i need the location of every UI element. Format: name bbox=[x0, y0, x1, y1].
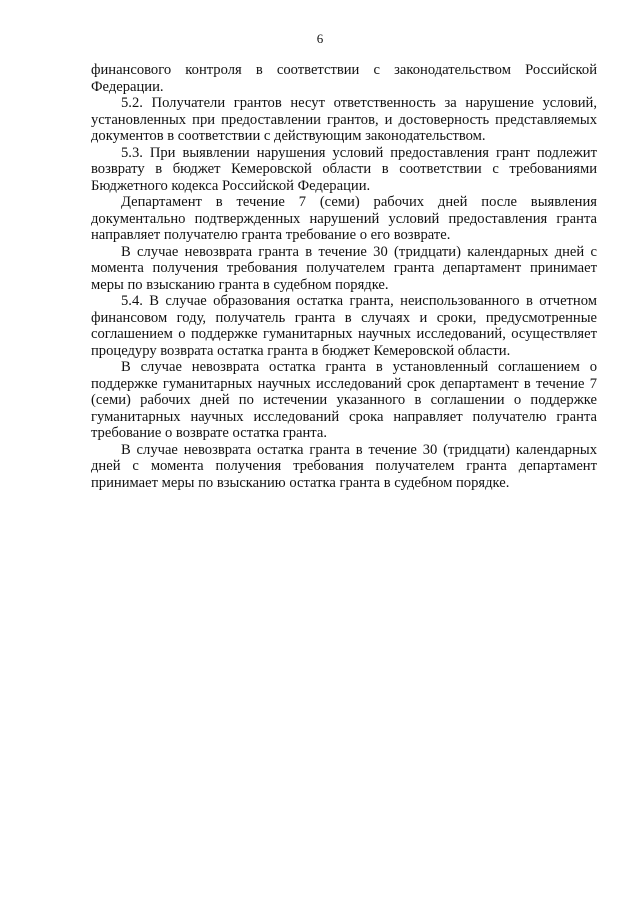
paragraph-court-recovery-grant: В случае невозврата гранта в течение 30 (тридцати) календарных дней с момента получения требования получателем гранта департамент принимает меры по взысканию гранта в судебном порядке. bbox=[91, 243, 597, 293]
paragraph-department-requirement: Департамент в течение 7 (семи) рабочих дней после выявления документально подтвержденных нарушений условий предоставления гранта направляет получателю гранта требование о его возврате. bbox=[91, 194, 597, 243]
document-body bbox=[91, 62, 597, 491]
page-number: 6 bbox=[316, 31, 324, 46]
paragraph-balance-requirement: В случае невозврата остатка гранта в установленный соглашением о поддержке гуманитарных научных исследований срок департамент в течение 7 (семи) рабочих дней по истечении указанного в соглашении о поддержке гуманитарных научных исследований срока направляет получателю гранта требование о возврате остатка гранта. bbox=[91, 359, 597, 441]
paragraph-5-4-unused-balance: 5.4. В случае образования остатка гранта, неиспользованного в отчетном финансовом году, получатель гранта в случаях и сроки, предусмотренные соглашением о поддержке гуманитарных научных исследований, осуществляет процедуру возврата остатка гранта в бюджет Кемеровской области. bbox=[91, 293, 597, 359]
paragraph-court-recovery-balance: В случае невозврата остатка гранта в течение 30 (тридцати) календарных дней с момента получения требования получателем гранта департамент принимает меры по взысканию остатка гранта в судебном порядке. bbox=[91, 441, 597, 491]
paragraph-5-2-responsibility: 5.2. Получатели грантов несут ответственность за нарушение условий, установленных при предоставлении грантов, и достоверность представляемых документов в соответствии с действующим законодательством. bbox=[91, 95, 597, 144]
paragraph-5-3-grant-return: 5.3. При выявлении нарушения условий предоставления грант подлежит возврату в бюджет Кемеровской области в соответствии с требованиями Бюджетного кодекса Российской Федерации. bbox=[91, 144, 597, 194]
paragraph-financial-control-continuation: финансового контроля в соответствии с законодательством Российской Федерации. bbox=[91, 62, 597, 95]
